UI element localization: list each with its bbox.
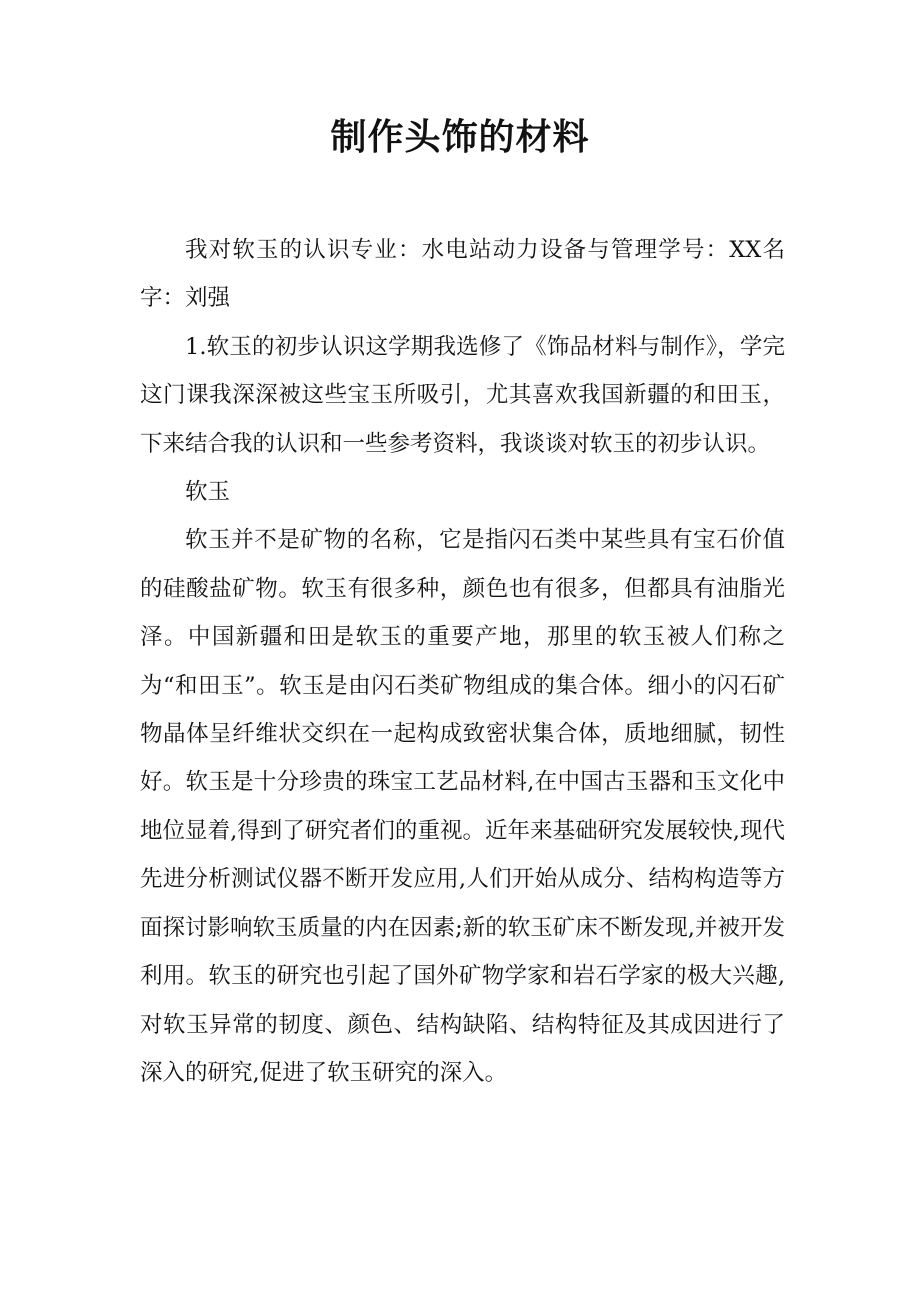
paragraph-author-info: 我对软玉的认识专业：水电站动力设备与管理学号：XX名字：刘强 — [140, 237, 785, 312]
document-title: 制作头饰的材料 — [330, 117, 590, 158]
section-heading-nephrite: 软玉 — [185, 479, 231, 506]
paragraph-nephrite-description: 软玉并不是矿物的名称，它是指闪石类中某些具有宝石价值的硅酸盐矿物。软玉有很多种，颜色也有很多，但都具有油脂光泽。中国新疆和田是软玉的重要产地，那里的软玉被人们称之为“和田玉”。软玉是由闪石类矿物组成的集合体。细小的闪石矿物晶体呈纤维状交织在一起构成致密状集合体，质地细腻，韧性好。软玉是十分珍贵的珠宝工艺品材料,在中国古玉器和玉文化中地位显着,得到了研究者们的重视。近年来基础研究发展较快,现代先进分析测试仪器不断开发应用,人们开始从成分、结构构造等方面探讨影响软玉质量的内在因素;新的软玉矿床不断发现,并被开发利用。软玉的研究也引起了国外矿物学家和岩石学家的极大兴趣,对软玉异常的韧度、颜色、结构缺陷、结构特征及其成因进行了深入的研究,促进了软玉研究的深入。 — [140, 527, 785, 1086]
document-body — [140, 226, 785, 1097]
paragraph-introduction: 1.软玉的初步认识这学期我选修了《饰品材料与制作》，学完这门课我深深被这些宝玉所吸引，尤其喜欢我国新疆的和田玉，下来结合我的认识和一些参考资料，我谈谈对软玉的初步认识。 — [140, 333, 785, 457]
